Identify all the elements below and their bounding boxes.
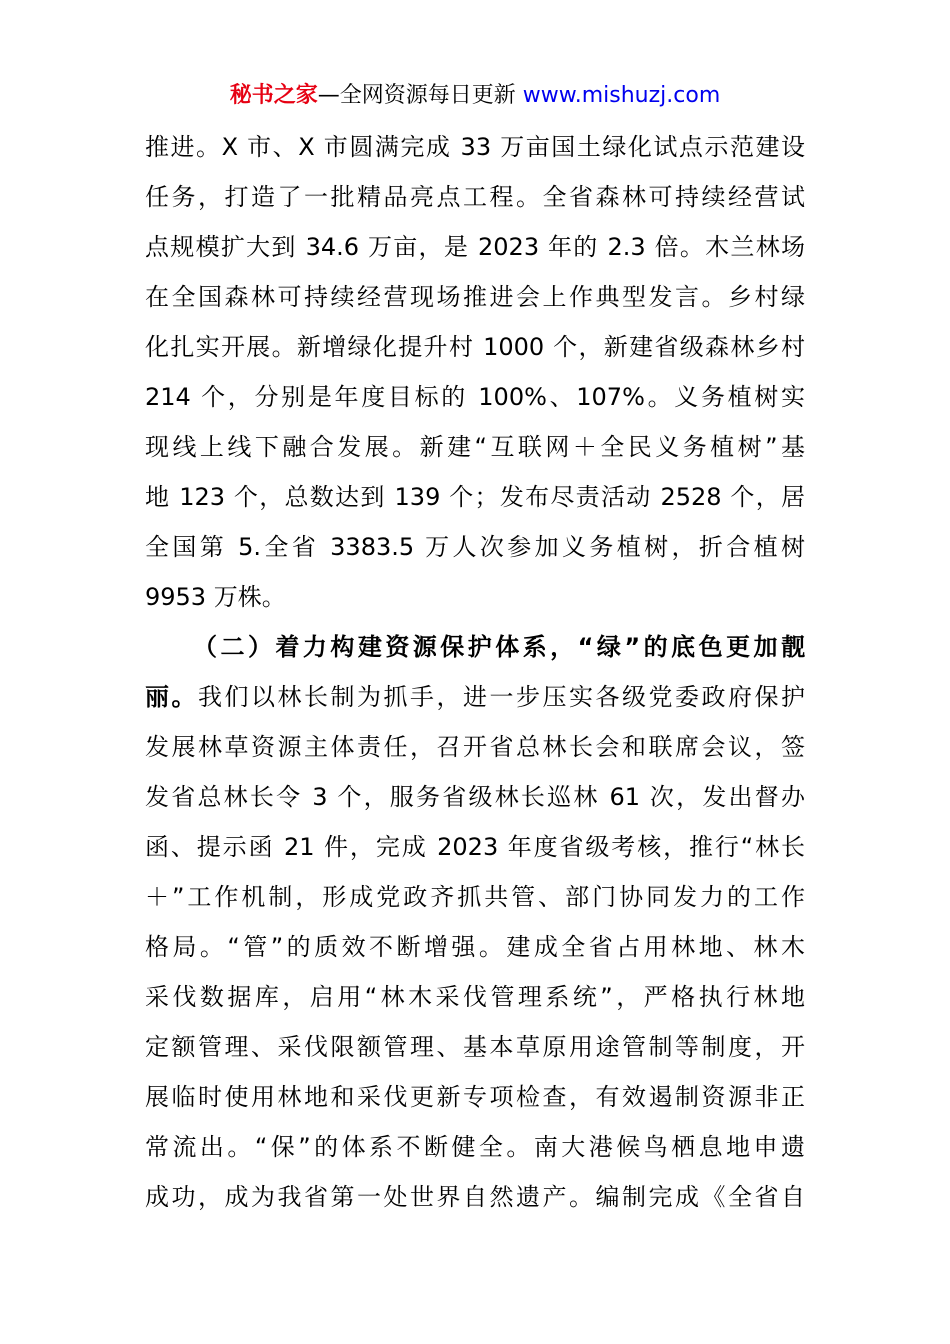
text-line: 任务，打造了一批精品亮点工程。全省森林可持续经营试 bbox=[145, 183, 805, 211]
section-heading: （二）着力构建资源保护体系，“绿”的底色更加靓 bbox=[193, 633, 805, 661]
site-header bbox=[0, 80, 950, 112]
text-line: 成功，成为我省第一处世界自然遗产。编制完成《全省自 bbox=[145, 1183, 805, 1211]
text-line: 9953 万株。 bbox=[145, 583, 286, 611]
text-line: 采伐数据库，启用“林木采伐管理系统”，严格执行林地 bbox=[145, 983, 805, 1011]
text-line: 格局。“管”的质效不断增强。建成全省占用林地、林木 bbox=[145, 933, 805, 961]
text-line: 化扎实开展。新增绿化提升村 1000 个，新建省级森林乡村 bbox=[145, 333, 805, 361]
text-line: 函、提示函 21 件，完成 2023 年度省级考核，推行“林长 bbox=[145, 833, 805, 861]
text-line: 推进。X 市、X 市圆满完成 33 万亩国土绿化试点示范建设 bbox=[145, 133, 805, 161]
slogan: —全网资源每日更新 bbox=[317, 83, 523, 108]
text-line: 常流出。“保”的体系不断健全。南大港候鸟栖息地申遗 bbox=[145, 1133, 805, 1161]
text-line: 展临时使用林地和采伐更新专项检查，有效遏制资源非正 bbox=[145, 1083, 805, 1111]
text-line: 214 个，分别是年度目标的 100%、107%。义务植树实 bbox=[145, 383, 805, 411]
text-line: 定额管理、采伐限额管理、基本草原用途管制等制度，开 bbox=[145, 1033, 805, 1061]
paragraph-start: 我们以林长制为抓手，进一步压实各级党委政府保护 bbox=[198, 683, 805, 711]
text-line: 现线上线下融合发展。新建“互联网＋全民义务植树”基 bbox=[145, 433, 805, 461]
text-line: 发省总林长令 3 个，服务省级林长巡林 61 次，发出督办 bbox=[145, 783, 805, 811]
text-line: ＋”工作机制，形成党政齐抓共管、部门协同发力的工作 bbox=[145, 883, 805, 911]
site-url-link[interactable]: www.mishuzj.com bbox=[522, 83, 721, 108]
text-line: 发展林草资源主体责任，召开省总林长会和联席会议，签 bbox=[145, 733, 805, 761]
section-heading-end: 丽。 bbox=[145, 683, 198, 711]
text-line bbox=[145, 672, 805, 722]
text-line: 在全国森林可持续经营现场推进会上作典型发言。乡村绿 bbox=[145, 283, 805, 311]
brand-name: 秘书之家 bbox=[229, 83, 318, 108]
text-line: 点规模扩大到 34.6 万亩，是 2023 年的 2.3 倍。木兰林场 bbox=[145, 233, 805, 261]
text-line: 全国第 5.全省 3383.5 万人次参加义务植树，折合植树 bbox=[145, 533, 805, 561]
text-line: 地 123 个，总数达到 139 个；发布尽责活动 2528 个，居 bbox=[145, 483, 805, 511]
